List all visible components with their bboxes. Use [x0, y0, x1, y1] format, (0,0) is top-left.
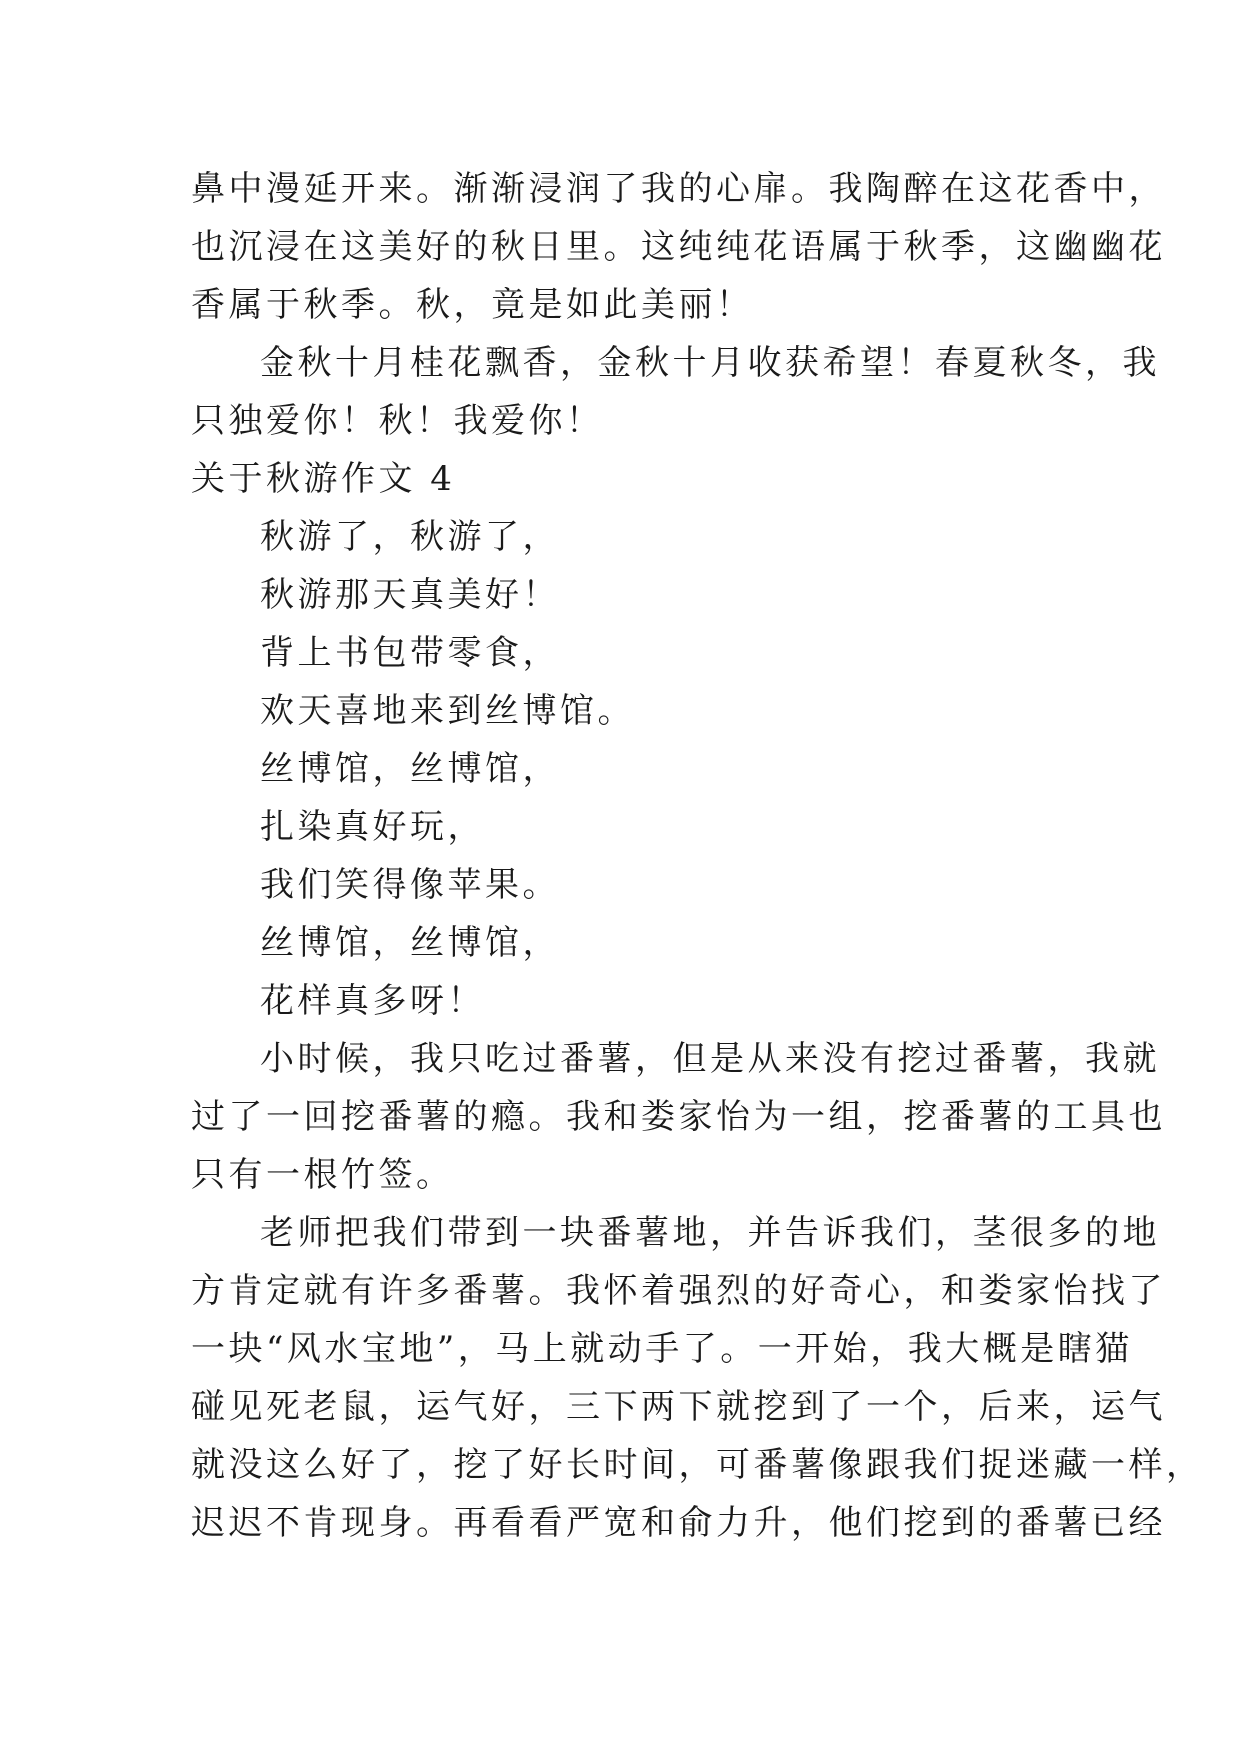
poem-line: 扎染真好玩，	[260, 807, 485, 847]
poem-line: 秋游那天真美好！	[260, 575, 560, 615]
text-line: 金秋十月桂花飘香，金秋十月收获希望！春夏秋冬，我	[260, 343, 1160, 383]
text-line: 鼻中漫延开来。渐渐浸润了我的心扉。我陶醉在这花香中，	[191, 169, 1166, 209]
text-line: 一块“风水宝地”，马上就动手了。一开始，我大概是瞎猫	[191, 1329, 1133, 1369]
text-line: 小时候，我只吃过番薯，但是从来没有挖过番薯，我就	[260, 1039, 1160, 1079]
poem-line: 花样真多呀！	[260, 981, 485, 1021]
essay-text	[191, 160, 1204, 1552]
text-line: 老师把我们带到一块番薯地，并告诉我们，茎很多的地	[260, 1213, 1160, 1253]
poem-line: 丝博馆，丝博馆，	[260, 923, 560, 963]
text-line: 迟迟不肯现身。再看看严宽和俞力升，他们挖到的番薯已经	[191, 1503, 1166, 1543]
text-line: 方肯定就有许多番薯。我怀着强烈的好奇心，和娄家怡找了	[191, 1271, 1166, 1311]
text-line: 也沉浸在这美好的秋日里。这纯纯花语属于秋季，这幽幽花	[191, 227, 1166, 267]
poem-line: 秋游了，秋游了，	[260, 517, 560, 557]
text-line: 只独爱你！秋！我爱你！	[191, 401, 604, 441]
section-heading: 关于秋游作文 4	[191, 459, 456, 499]
text-line: 就没这么好了，挖了好长时间，可番薯像跟我们捉迷藏一样，	[191, 1445, 1204, 1485]
text-line: 过了一回挖番薯的瘾。我和娄家怡为一组，挖番薯的工具也	[191, 1097, 1166, 1137]
poem-line: 我们笑得像苹果。	[260, 865, 560, 905]
poem-line: 丝博馆，丝博馆，	[260, 749, 560, 789]
poem-line: 欢天喜地来到丝博馆。	[260, 691, 635, 731]
text-line: 香属于秋季。秋，竟是如此美丽！	[191, 285, 754, 325]
text-line: 只有一根竹签。	[191, 1155, 454, 1195]
poem-line: 背上书包带零食，	[260, 633, 560, 673]
text-line: 碰见死老鼠，运气好，三下两下就挖到了一个，后来，运气	[191, 1387, 1166, 1427]
